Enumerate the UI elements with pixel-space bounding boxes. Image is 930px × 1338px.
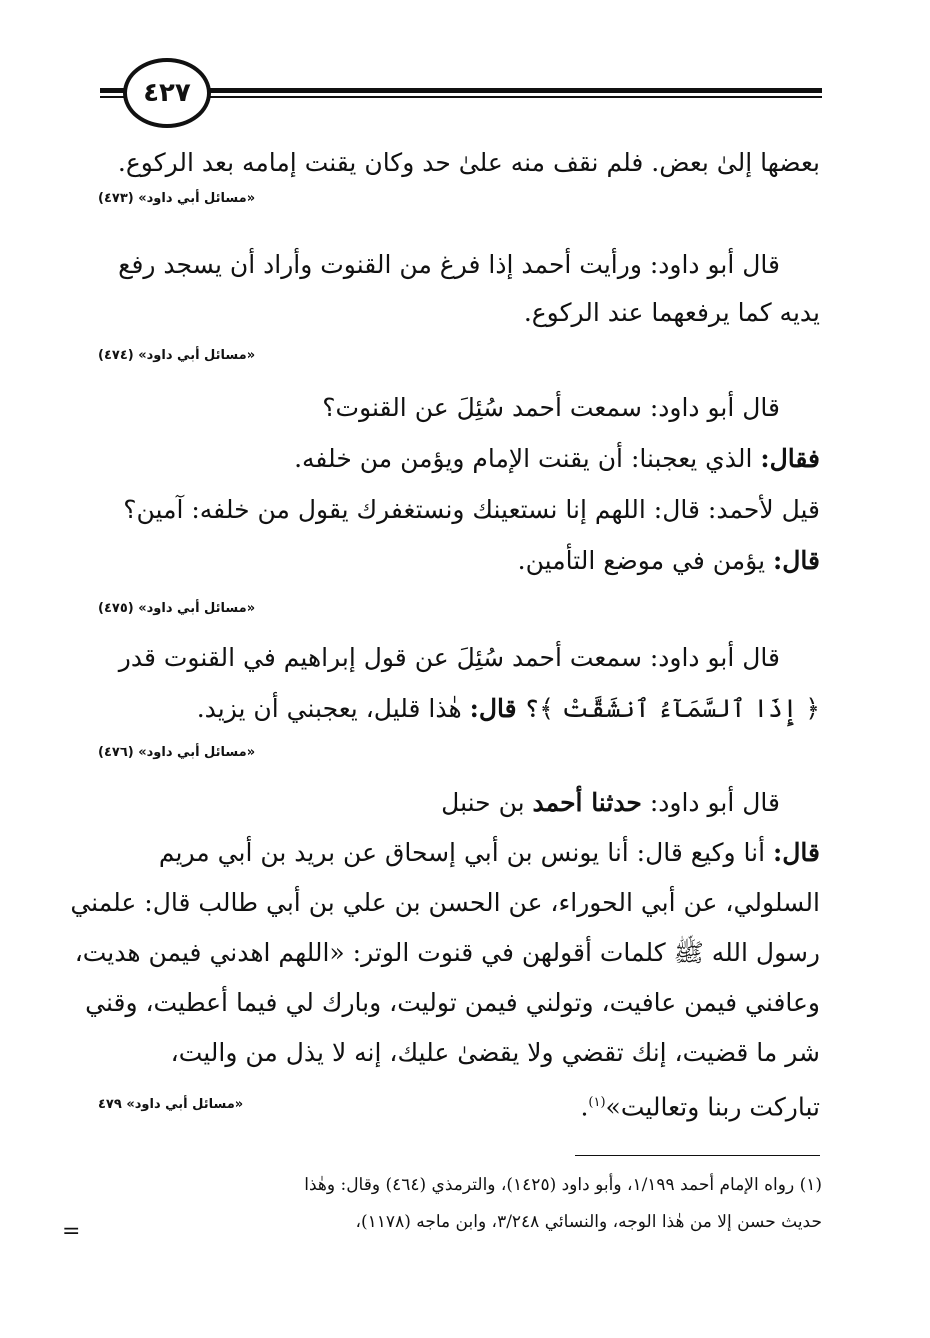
continuation-mark: =: [62, 1219, 81, 1244]
quran-verse: ﴿ إِذَا ٱلسَّمَآءُ ٱنشَقَّتْ ﴾؟: [516, 694, 820, 723]
text-block-2: [98, 240, 820, 363]
source-citation: «مسائل أبي داود» (٤٧٥): [98, 601, 256, 616]
paragraph-line: [98, 1078, 820, 1132]
paragraph-line: قال أبو داود: سمعت أحمد سُئِلَ عن قول إبراهيم في القنوت قدر: [118, 643, 780, 672]
paragraph-line: رسول الله ﷺ كلمات أقولهن في قنوت الوتر: «اللهم اهدني فيمن هديت،: [74, 938, 820, 967]
period: .: [580, 1092, 589, 1122]
text-block-1: [98, 148, 820, 206]
line-text: يؤمن في موضع التأمين.: [517, 546, 774, 575]
paragraph-line: السلولي، عن أبي الحوراء، عن الحسن بن علي بن أبي طالب قال: علمني: [70, 888, 820, 917]
line-text: بن حنبل: [441, 788, 533, 817]
footnote-marker: (١): [588, 1095, 606, 1110]
source-citation: «مسائل أبي داود» (٤٧٣): [98, 191, 256, 206]
paragraph-line: وعافني فيمن عافيت، وتولني فيمن توليت، وبارك لي فيما أعطيت، وقني: [85, 988, 820, 1017]
paragraph-line: [98, 683, 820, 734]
footnote-line: حديث حسن إلا من هٰذا الوجه، والنسائي ٣/٢٤٨، وابن ماجه (١١٧٨)،: [355, 1212, 822, 1232]
paragraph-line: قال أبو داود: ورأيت أحمد إذا فرغ من القنوت وأراد أن يسجد رفع: [118, 250, 780, 279]
source-citation: «مسائل أبي داود» (٤٧٦): [98, 745, 256, 760]
paragraph-line: شر ما قضيت، إنك تقضي ولا يقضىٰ عليك، إنه لا يذل من واليت،: [170, 1038, 820, 1067]
line-text: قال أبو داود:: [641, 788, 780, 817]
bold-lead: فقال:: [760, 444, 820, 473]
footnote-line: (١) رواه الإمام أحمد ١/١٩٩، وأبو داود (١٤٢٥)، والترمذي (٤٦٤) وقال: وهٰذا: [304, 1175, 822, 1195]
line-text: هٰذا قليل، يعجبني أن يزيد.: [196, 694, 470, 723]
bold-lead: قال:: [773, 546, 820, 575]
line-text: الذي يعجبنا: أن يقنت الإمام ويؤمن من خلفه.: [294, 444, 761, 473]
paragraph-line: [98, 828, 820, 878]
paragraph-line: [98, 778, 820, 828]
paragraph-line: بعضها إلىٰ بعض. فلم نقف منه علىٰ حد وكان يقنت إمامه بعد الركوع.: [117, 148, 820, 177]
paragraph-line: قال أبو داود: سمعت أحمد سُئِلَ عن القنوت؟: [322, 393, 780, 422]
paragraph-line: [98, 535, 820, 586]
footnote-separator: [575, 1155, 820, 1156]
line-text: [580, 1078, 820, 1132]
text-block-4: [98, 632, 820, 762]
source-citation: «مسائل أبي داود» (٤٧٤): [98, 348, 256, 363]
line-text: أنا وكيع قال: أنا يونس بن أبي إسحاق عن بريد بن أبي مريم: [158, 838, 774, 867]
page-number-badge: [123, 58, 211, 128]
page-number: ٤٢٧: [143, 78, 191, 108]
text-block-5: [70, 778, 820, 1132]
bold-phrase: حدثنا أحمد: [532, 788, 642, 817]
closing-text: تباركت ربنا وتعاليت»: [605, 1092, 820, 1122]
text-block-3: [98, 382, 820, 618]
paragraph-line: قيل لأحمد: قال: اللهم إنا نستعينك ونستغفرك يقول من خلفه: آمين؟: [123, 495, 820, 524]
bold-lead: قال:: [773, 838, 820, 867]
paragraph-line: يديه كما يرفعهما عند الركوع.: [523, 298, 820, 327]
bold-lead: قال:: [469, 694, 517, 723]
source-citation: «مسائل أبي داود» ٤٧٩: [98, 1097, 244, 1113]
paragraph-line: [98, 433, 820, 484]
